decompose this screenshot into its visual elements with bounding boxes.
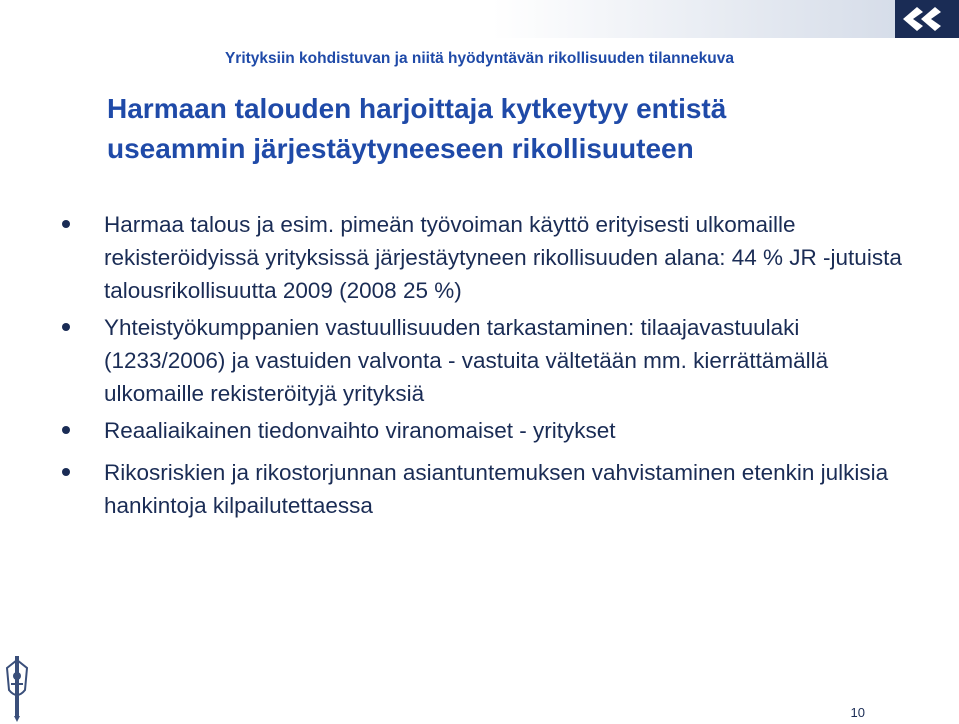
bullet-dot-icon [62,426,70,434]
police-emblem-icon [5,656,29,722]
bullet-text: Rikosriskien ja rikostorjunnan asiantuntemuksen vahvistaminen etenkin julkisia hankintoja kilpailutettaessa [104,460,889,518]
bullet-text: Yhteistyökumppanien vastuullisuuden tarkastaminen: tilaajavastuulaki (1233/2006) ja vastuiden valvonta - vastuita vältetään mm. kierrättämällä ulkomaille rekisteröityjä yrityksiä [104,315,829,406]
bullet-item [62,311,922,410]
page-number: 10 [850,705,865,720]
bullet-item [62,208,922,307]
bullet-item [62,456,922,522]
bullet-item [62,414,922,447]
bullet-list [62,208,922,522]
bullet-dot-icon [62,323,70,331]
slide-title [107,89,907,169]
header-bar [0,0,895,38]
slide-title-line-1: Harmaan talouden harjoittaja kytkeytyy entistä [107,93,727,124]
bullet-dot-icon [62,468,70,476]
bullet-text: Reaaliaikainen tiedonvaihto viranomaiset - yritykset [104,418,616,443]
slide-corner-graphic [895,0,959,38]
slide-title-line-2: useammin järjestäytyneeseen rikollisuuteen [107,133,694,164]
bullet-text: Harmaa talous ja esim. pimeän työvoiman käyttö erityisesti ulkomaille rekisteröidyissä yrityksissä järjestäytyneen rikollisuuden alana: 44 % JR -jutuista talousrikollisuutta 2009 (2008 25 %) [104,212,902,303]
slide-subtitle: Yrityksiin kohdistuvan ja niitä hyödyntävän rikollisuuden tilannekuva [224,50,735,67]
bullet-dot-icon [62,220,70,228]
